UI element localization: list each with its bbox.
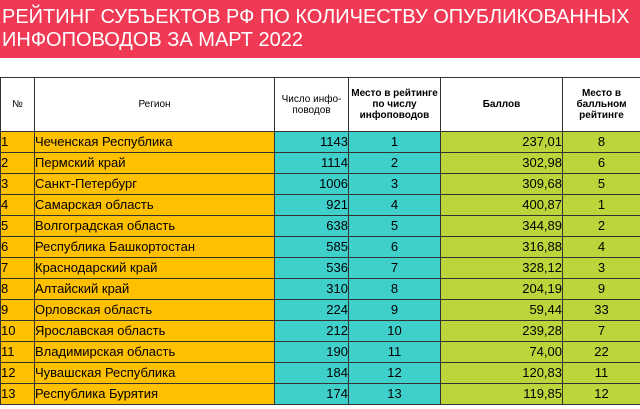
cell-score: 400,87	[441, 195, 563, 216]
table-row	[1, 279, 640, 300]
cell-region: Самарская область	[35, 195, 275, 216]
cell-number: 1	[1, 132, 35, 153]
table-header-row	[1, 78, 640, 132]
cell-place-by-count: 2	[349, 153, 441, 174]
cell-place-by-count: 13	[349, 384, 441, 405]
cell-place-by-score: 4	[563, 237, 640, 258]
cell-place-by-count: 8	[349, 279, 441, 300]
table-body	[1, 132, 640, 405]
cell-count: 310	[275, 279, 349, 300]
page-title: РЕЙТИНГ СУБЪЕКТОВ РФ ПО КОЛИЧЕСТВУ ОПУБЛИКОВАННЫХ ИНФОПОВОДОВ ЗА МАРТ 2022	[2, 6, 630, 51]
cell-score: 309,68	[441, 174, 563, 195]
cell-count: 638	[275, 216, 349, 237]
table-row	[1, 216, 640, 237]
cell-place-by-count: 6	[349, 237, 441, 258]
rating-table	[0, 77, 640, 405]
cell-place-by-count: 11	[349, 342, 441, 363]
cell-region: Республика Бурятия	[35, 384, 275, 405]
cell-score: 119,85	[441, 384, 563, 405]
table-row	[1, 342, 640, 363]
cell-score: 316,88	[441, 237, 563, 258]
cell-region: Ярославская область	[35, 321, 275, 342]
cell-region: Алтайский край	[35, 279, 275, 300]
cell-region: Волгоградская область	[35, 216, 275, 237]
cell-place-by-score: 5	[563, 174, 640, 195]
title-banner	[0, 0, 640, 58]
header-place-by-count: Место в рейтинге по числу инфоповодов	[349, 78, 441, 132]
table-row	[1, 195, 640, 216]
cell-number: 12	[1, 363, 35, 384]
cell-place-by-count: 10	[349, 321, 441, 342]
cell-score: 204,19	[441, 279, 563, 300]
cell-place-by-count: 7	[349, 258, 441, 279]
cell-score: 237,01	[441, 132, 563, 153]
cell-count: 1006	[275, 174, 349, 195]
cell-number: 13	[1, 384, 35, 405]
cell-place-by-score: 9	[563, 279, 640, 300]
table-row	[1, 174, 640, 195]
cell-count: 224	[275, 300, 349, 321]
cell-score: 239,28	[441, 321, 563, 342]
cell-number: 9	[1, 300, 35, 321]
header-count: Число инфо-поводов	[275, 78, 349, 132]
cell-region: Республика Башкортостан	[35, 237, 275, 258]
cell-count: 184	[275, 363, 349, 384]
table-row	[1, 132, 640, 153]
cell-place-by-count: 4	[349, 195, 441, 216]
cell-place-by-score: 33	[563, 300, 640, 321]
cell-count: 174	[275, 384, 349, 405]
cell-score: 302,98	[441, 153, 563, 174]
cell-number: 3	[1, 174, 35, 195]
cell-count: 190	[275, 342, 349, 363]
cell-region: Чувашская Республика	[35, 363, 275, 384]
cell-count: 585	[275, 237, 349, 258]
cell-count: 1143	[275, 132, 349, 153]
header-number: №	[1, 78, 35, 132]
cell-number: 8	[1, 279, 35, 300]
table-row	[1, 321, 640, 342]
cell-count: 212	[275, 321, 349, 342]
table-row	[1, 258, 640, 279]
cell-place-by-score: 12	[563, 384, 640, 405]
cell-count: 536	[275, 258, 349, 279]
cell-region: Орловская область	[35, 300, 275, 321]
cell-count: 1114	[275, 153, 349, 174]
cell-place-by-score: 7	[563, 321, 640, 342]
cell-region: Владимирская область	[35, 342, 275, 363]
cell-number: 7	[1, 258, 35, 279]
cell-region: Краснодарский край	[35, 258, 275, 279]
cell-region: Чеченская Республика	[35, 132, 275, 153]
cell-place-by-score: 6	[563, 153, 640, 174]
cell-number: 4	[1, 195, 35, 216]
table-row	[1, 237, 640, 258]
cell-number: 11	[1, 342, 35, 363]
cell-number: 6	[1, 237, 35, 258]
cell-number: 2	[1, 153, 35, 174]
table-row	[1, 153, 640, 174]
cell-place-by-count: 5	[349, 216, 441, 237]
cell-region: Пермский край	[35, 153, 275, 174]
cell-place-by-score: 8	[563, 132, 640, 153]
cell-count: 921	[275, 195, 349, 216]
table-row	[1, 300, 640, 321]
cell-score: 120,83	[441, 363, 563, 384]
cell-place-by-score: 3	[563, 258, 640, 279]
cell-place-by-count: 12	[349, 363, 441, 384]
header-place-by-score: Место в балльном рейтинге	[563, 78, 640, 132]
cell-region: Санкт-Петербург	[35, 174, 275, 195]
header-score: Баллов	[441, 78, 563, 132]
cell-place-by-count: 9	[349, 300, 441, 321]
table-row	[1, 384, 640, 405]
cell-place-by-score: 1	[563, 195, 640, 216]
cell-score: 328,12	[441, 258, 563, 279]
cell-score: 344,89	[441, 216, 563, 237]
cell-place-by-score: 22	[563, 342, 640, 363]
cell-place-by-count: 1	[349, 132, 441, 153]
table-row	[1, 363, 640, 384]
header-region: Регион	[35, 78, 275, 132]
cell-score: 59,44	[441, 300, 563, 321]
cell-place-by-score: 2	[563, 216, 640, 237]
cell-number: 5	[1, 216, 35, 237]
cell-number: 10	[1, 321, 35, 342]
cell-place-by-score: 11	[563, 363, 640, 384]
cell-score: 74,00	[441, 342, 563, 363]
cell-place-by-count: 3	[349, 174, 441, 195]
